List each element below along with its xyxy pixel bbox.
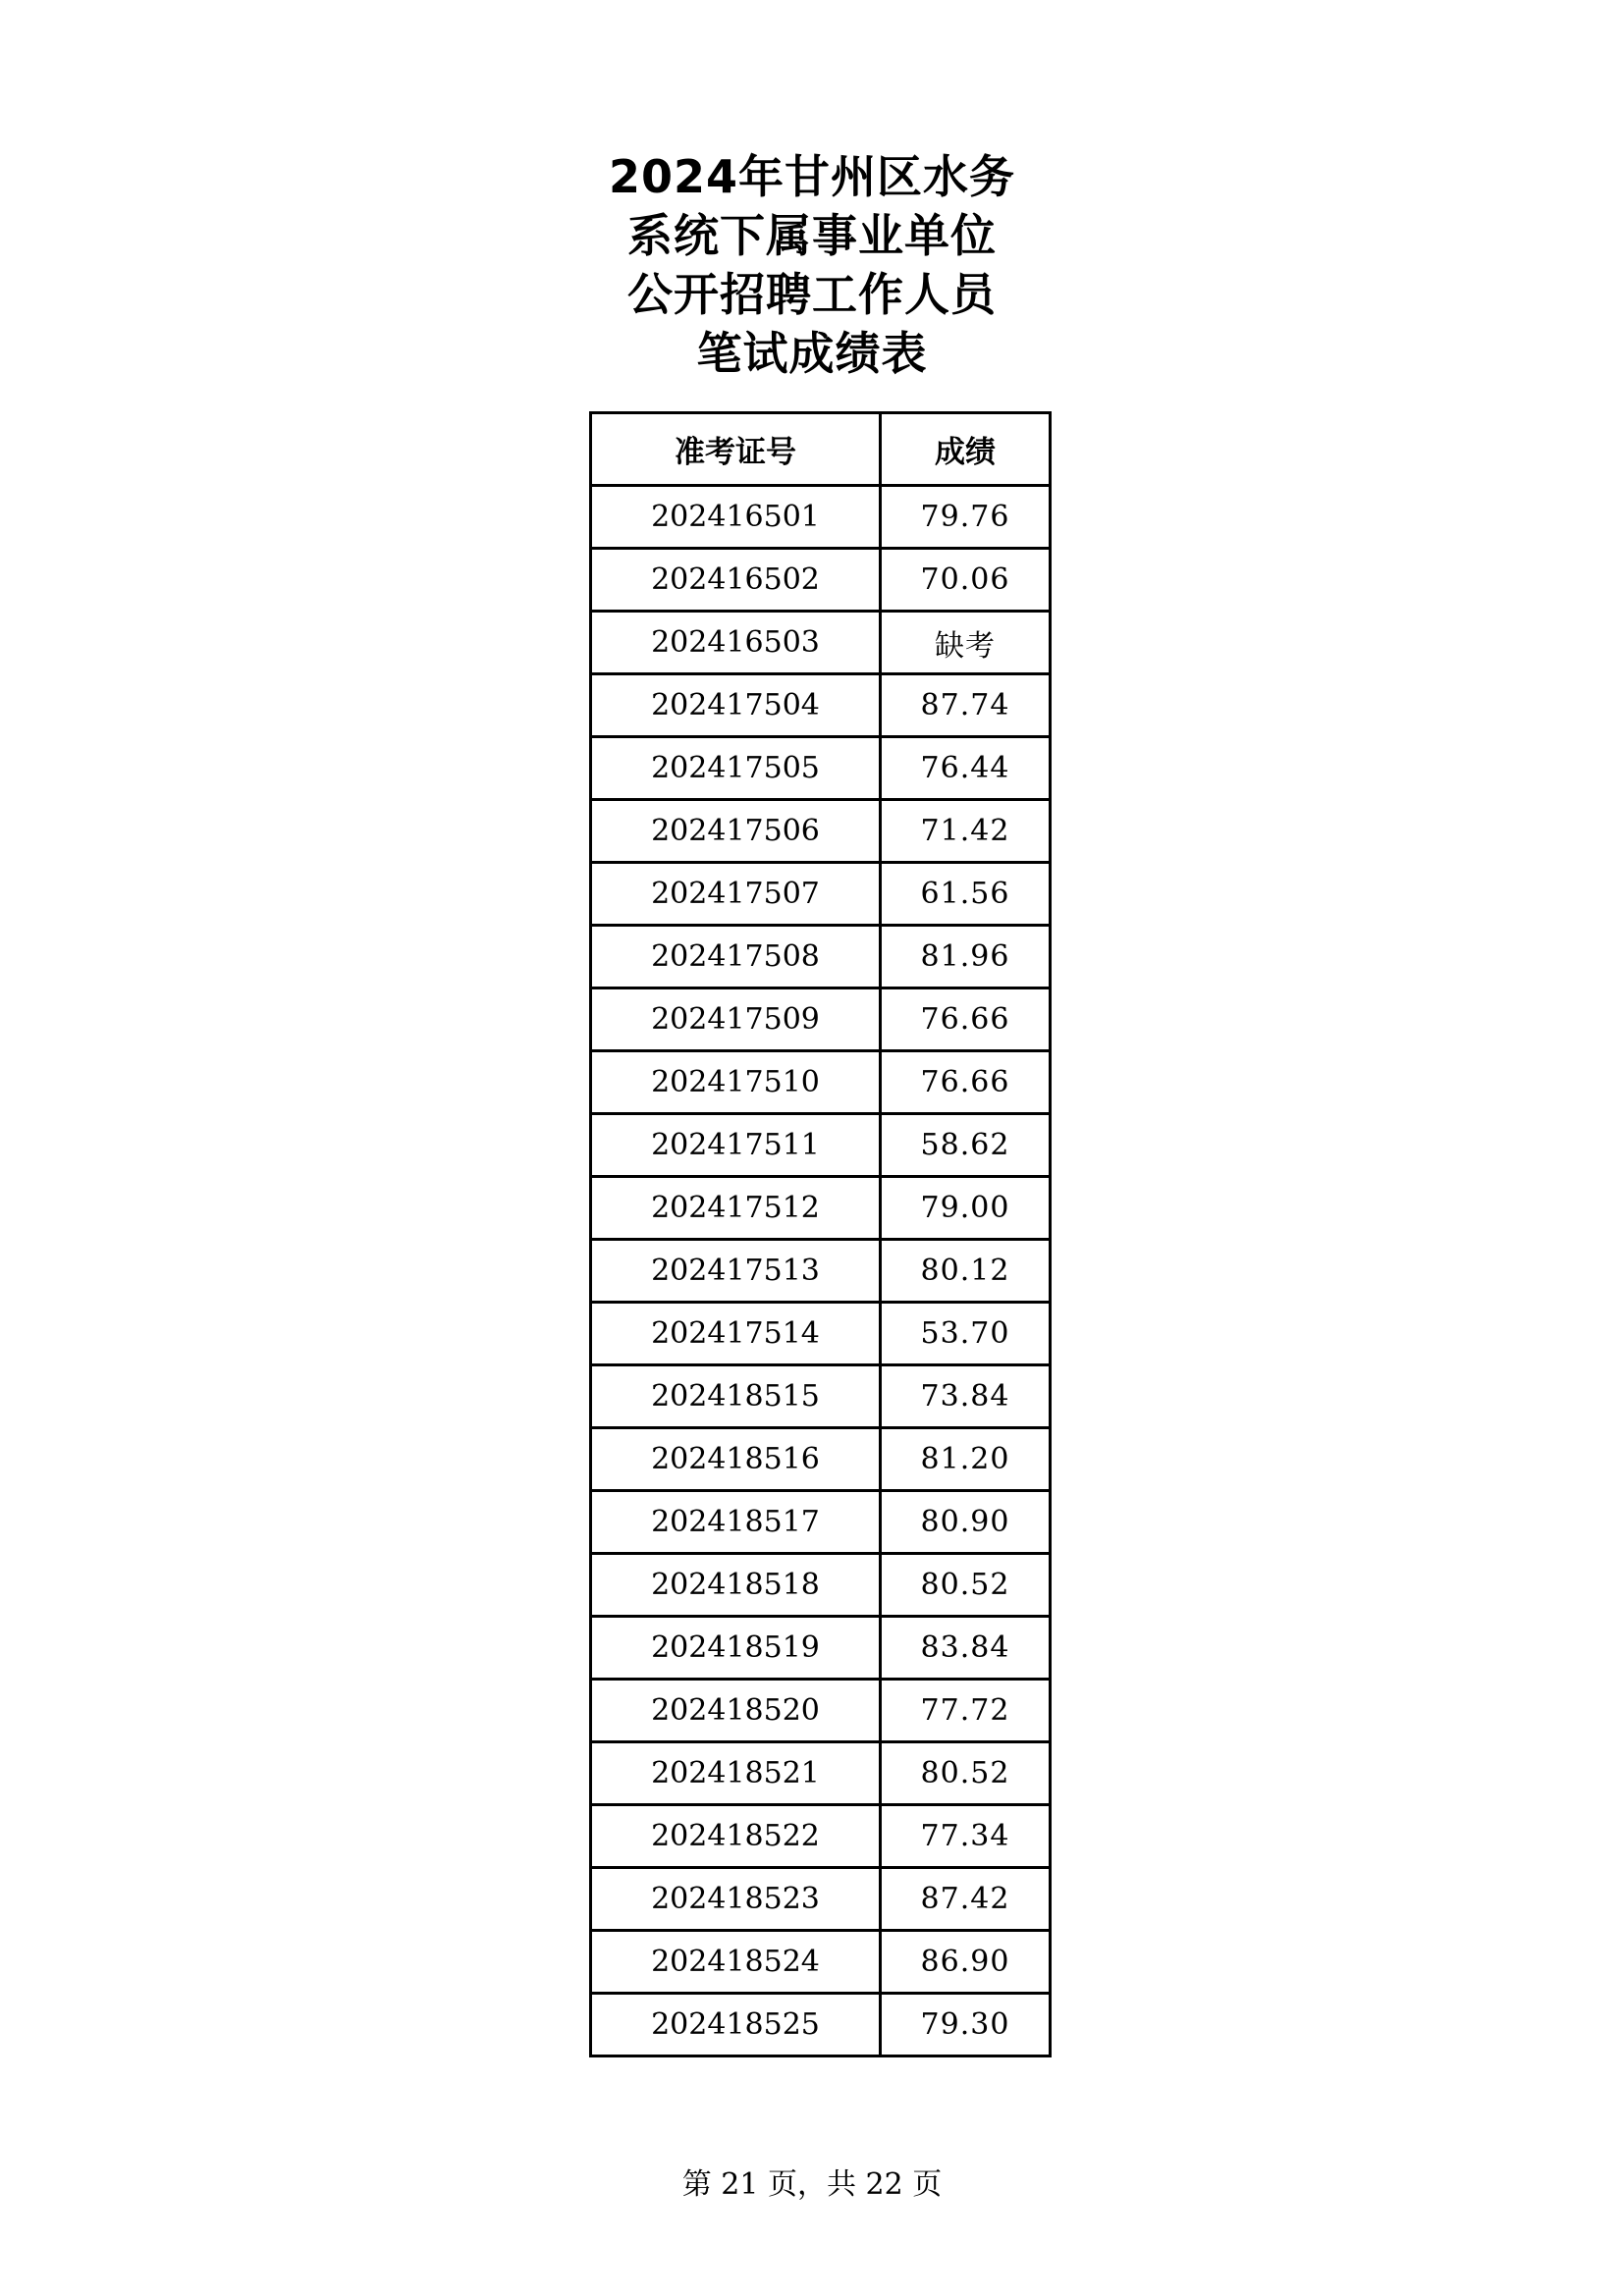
- exam-id-cell: 202417506: [591, 800, 881, 863]
- exam-id-cell: 202418518: [591, 1554, 881, 1617]
- score-cell: 79.76: [881, 486, 1051, 549]
- score-cell: 缺考: [881, 612, 1051, 674]
- page-title: [0, 147, 1624, 383]
- title-line-2: 系统下属事业单位: [627, 209, 997, 262]
- table-body: [591, 486, 1051, 2056]
- table-row: [591, 1051, 1051, 1114]
- score-cell: 53.70: [881, 1303, 1051, 1365]
- title-line-3: 公开招聘工作人员: [627, 268, 997, 321]
- table-row: [591, 612, 1051, 674]
- score-cell: 80.90: [881, 1491, 1051, 1554]
- table-row: [591, 1114, 1051, 1177]
- score-cell: 80.52: [881, 1554, 1051, 1617]
- exam-id-cell: 202418523: [591, 1868, 881, 1931]
- title-line-4: 笔试成绩表: [696, 327, 928, 380]
- exam-id-cell: 202418525: [591, 1994, 881, 2056]
- score-cell: 76.44: [881, 737, 1051, 800]
- score-cell: 73.84: [881, 1365, 1051, 1428]
- exam-id-cell: 202418524: [591, 1931, 881, 1994]
- header-score: 成绩: [881, 413, 1051, 486]
- score-cell: 79.00: [881, 1177, 1051, 1240]
- score-cell: 76.66: [881, 988, 1051, 1051]
- table-row: [591, 1680, 1051, 1742]
- exam-id-cell: 202417514: [591, 1303, 881, 1365]
- title-line-1: 2024年甘州区水务: [608, 150, 1016, 203]
- exam-id-cell: 202418517: [591, 1491, 881, 1554]
- exam-id-cell: 202417509: [591, 988, 881, 1051]
- score-table: [589, 411, 1052, 2057]
- score-cell: 83.84: [881, 1617, 1051, 1680]
- table-row: [591, 549, 1051, 612]
- table-row: [591, 926, 1051, 988]
- score-cell: 77.72: [881, 1680, 1051, 1742]
- score-cell: 77.34: [881, 1805, 1051, 1868]
- table-row: [591, 1177, 1051, 1240]
- table-row: [591, 800, 1051, 863]
- exam-id-cell: 202417511: [591, 1114, 881, 1177]
- exam-id-cell: 202418515: [591, 1365, 881, 1428]
- table-row: [591, 1742, 1051, 1805]
- table-row: [591, 674, 1051, 737]
- table-row: [591, 1303, 1051, 1365]
- exam-id-cell: 202418516: [591, 1428, 881, 1491]
- table-row: [591, 863, 1051, 926]
- score-cell: 81.20: [881, 1428, 1051, 1491]
- exam-id-cell: 202418522: [591, 1805, 881, 1868]
- score-cell: 58.62: [881, 1114, 1051, 1177]
- table-row: [591, 1428, 1051, 1491]
- exam-id-cell: 202418521: [591, 1742, 881, 1805]
- score-cell: 87.42: [881, 1868, 1051, 1931]
- exam-id-cell: 202418519: [591, 1617, 881, 1680]
- table-row: [591, 988, 1051, 1051]
- score-cell: 70.06: [881, 549, 1051, 612]
- score-cell: 81.96: [881, 926, 1051, 988]
- table-row: [591, 1994, 1051, 2056]
- header-exam-id: 准考证号: [591, 413, 881, 486]
- table-row: [591, 1805, 1051, 1868]
- exam-id-cell: 202416501: [591, 486, 881, 549]
- score-cell: 80.52: [881, 1742, 1051, 1805]
- exam-id-cell: 202417510: [591, 1051, 881, 1114]
- table-row: [591, 1931, 1051, 1994]
- score-cell: 87.74: [881, 674, 1051, 737]
- score-cell: 86.90: [881, 1931, 1051, 1994]
- exam-id-cell: 202417508: [591, 926, 881, 988]
- table-row: [591, 1365, 1051, 1428]
- table-row: [591, 486, 1051, 549]
- exam-id-cell: 202417507: [591, 863, 881, 926]
- exam-id-cell: 202417504: [591, 674, 881, 737]
- score-cell: 79.30: [881, 1994, 1051, 2056]
- table-row: [591, 1868, 1051, 1931]
- score-cell: 61.56: [881, 863, 1051, 926]
- table-row: [591, 1491, 1051, 1554]
- exam-id-cell: 202417505: [591, 737, 881, 800]
- table-header-row: [591, 413, 1051, 486]
- score-cell: 76.66: [881, 1051, 1051, 1114]
- table-row: [591, 1240, 1051, 1303]
- exam-id-cell: 202418520: [591, 1680, 881, 1742]
- exam-id-cell: 202417512: [591, 1177, 881, 1240]
- table-row: [591, 737, 1051, 800]
- page-footer: 第 21 页，共 22 页: [681, 2167, 943, 2202]
- table-row: [591, 1617, 1051, 1680]
- score-cell: 71.42: [881, 800, 1051, 863]
- table-row: [591, 1554, 1051, 1617]
- exam-id-cell: 202417513: [591, 1240, 881, 1303]
- score-cell: 80.12: [881, 1240, 1051, 1303]
- exam-id-cell: 202416502: [591, 549, 881, 612]
- exam-id-cell: 202416503: [591, 612, 881, 674]
